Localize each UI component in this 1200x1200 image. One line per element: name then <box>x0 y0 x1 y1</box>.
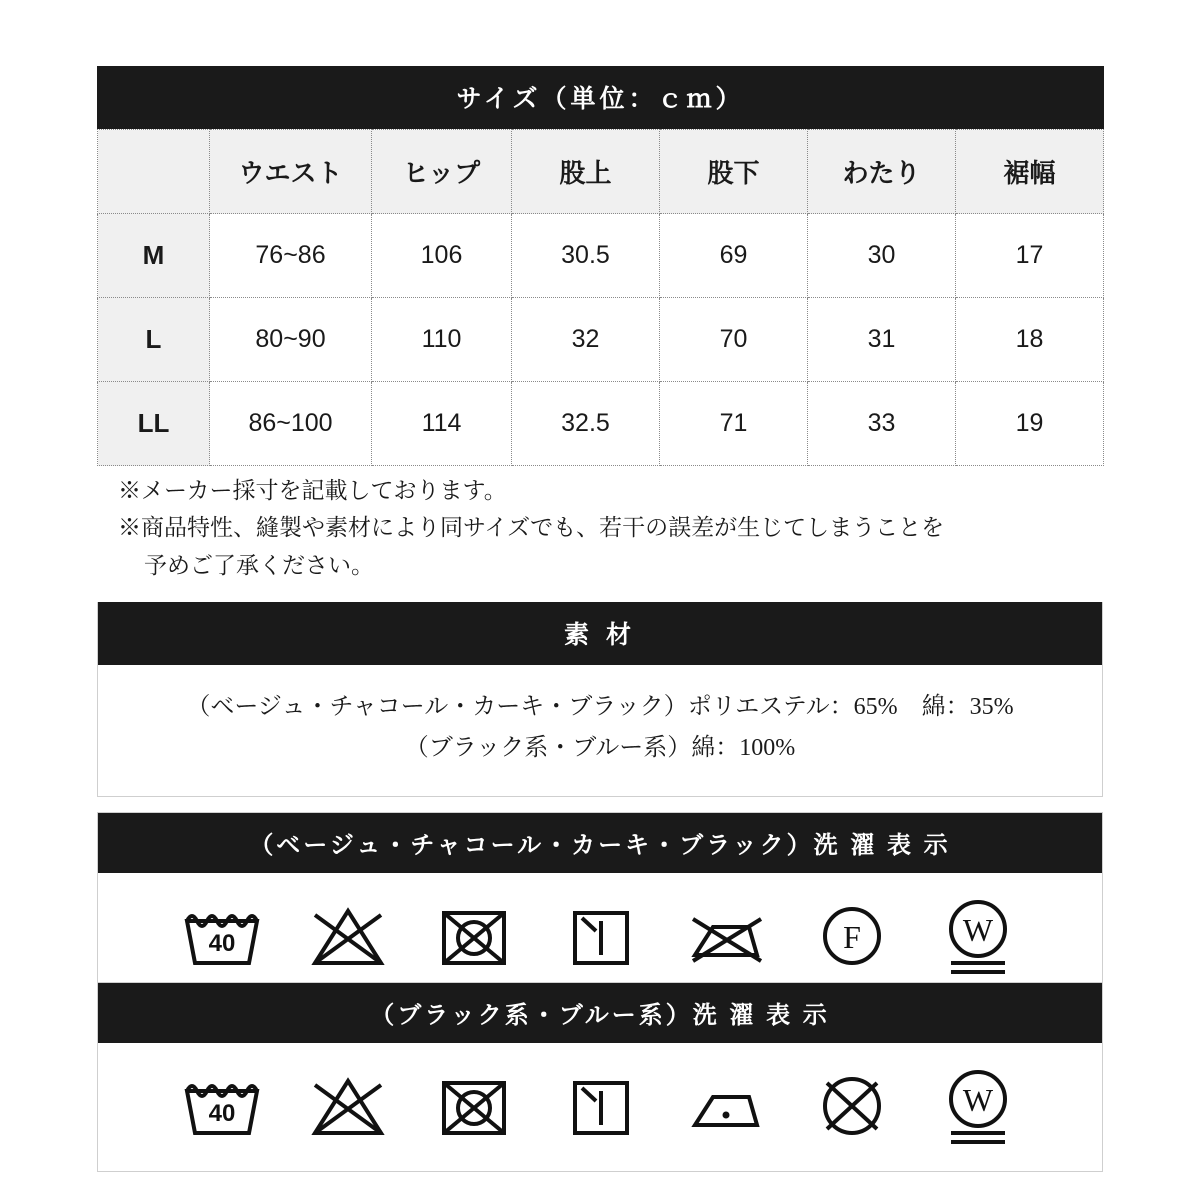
wet-clean-w-icon <box>935 1063 1021 1149</box>
care-title-2: （ブラック系・ブルー系）洗 濯 表 示 <box>98 983 1102 1043</box>
size-table-header-row <box>98 130 1104 214</box>
cell-l-rise: 32 <box>512 298 660 382</box>
wet-clean-w-icon <box>935 893 1021 979</box>
cell-l-hem: 18 <box>956 298 1104 382</box>
svg-text:40: 40 <box>208 1100 236 1127</box>
no-tumble-dry-icon <box>431 893 517 979</box>
care-title-1: （ベージュ・チャコール・カーキ・ブラック）洗 濯 表 示 <box>98 813 1102 873</box>
cell-m-waist: 76~86 <box>210 214 372 298</box>
row-label-l: L <box>98 298 210 382</box>
column-header-thigh: わたり <box>808 130 956 214</box>
iron-low-icon <box>683 1063 769 1149</box>
column-header-inseam: 股下 <box>660 130 808 214</box>
cell-m-rise: 30.5 <box>512 214 660 298</box>
cell-ll-hem: 19 <box>956 382 1104 466</box>
cell-l-hip: 110 <box>372 298 512 382</box>
size-table <box>97 66 1104 466</box>
material-line-1: （ベージュ・チャコール・カーキ・ブラック）ポリエステル：65% 綿：35% <box>186 694 1014 720</box>
dryclean-f-icon <box>809 893 895 979</box>
cell-l-inseam: 70 <box>660 298 808 382</box>
no-dryclean-icon <box>809 1063 895 1149</box>
cell-m-thigh: 30 <box>808 214 956 298</box>
table-row <box>98 382 1104 466</box>
cell-m-hip: 106 <box>372 214 512 298</box>
material-line-2: （ブラック系・ブルー系）綿：100% <box>404 735 796 762</box>
cell-ll-waist: 86~100 <box>210 382 372 466</box>
svg-text:F: F <box>843 919 861 955</box>
no-bleach-icon <box>305 893 391 979</box>
size-notes <box>118 472 1078 584</box>
cell-m-inseam: 69 <box>660 214 808 298</box>
size-table-block <box>97 66 1103 466</box>
svg-text:W: W <box>962 912 994 948</box>
svg-text:40: 40 <box>208 930 236 957</box>
material-title: 素 材 <box>98 602 1102 665</box>
note-line-3: 予めご了承ください。 <box>144 552 374 578</box>
size-table-caption: サイズ（単位：ｃｍ） <box>97 66 1104 129</box>
wash-40-icon <box>179 893 265 979</box>
column-header-waist: ウエスト <box>210 130 372 214</box>
wash-40-icon <box>179 1063 265 1149</box>
column-header-hem: 裾幅 <box>956 130 1104 214</box>
drip-dry-hang-icon <box>557 893 643 979</box>
column-header-rise: 股上 <box>512 130 660 214</box>
note-line-1: ※メーカー採寸を記載しております。 <box>118 478 507 503</box>
column-header-blank <box>98 130 210 214</box>
cell-ll-inseam: 71 <box>660 382 808 466</box>
cell-l-thigh: 31 <box>808 298 956 382</box>
care-block-1 <box>97 812 1103 1002</box>
cell-m-hem: 17 <box>956 214 1104 298</box>
svg-text:W: W <box>962 1082 994 1118</box>
care-icon-row-2 <box>98 1043 1102 1171</box>
no-iron-icon <box>683 893 769 979</box>
drip-dry-hang-icon <box>557 1063 643 1149</box>
material-body <box>98 665 1102 796</box>
material-block <box>97 602 1103 797</box>
no-bleach-icon <box>305 1063 391 1149</box>
table-row <box>98 298 1104 382</box>
no-tumble-dry-icon <box>431 1063 517 1149</box>
cell-ll-hip: 114 <box>372 382 512 466</box>
column-header-hip: ヒップ <box>372 130 512 214</box>
note-line-2: ※商品特性、縫製や素材により同サイズでも、若干の誤差が生じてしまうことを <box>118 515 945 541</box>
cell-ll-thigh: 33 <box>808 382 956 466</box>
row-label-m: M <box>98 214 210 298</box>
care-block-2 <box>97 982 1103 1172</box>
table-row <box>98 214 1104 298</box>
row-label-ll: LL <box>98 382 210 466</box>
cell-l-waist: 80~90 <box>210 298 372 382</box>
cell-ll-rise: 32.5 <box>512 382 660 466</box>
